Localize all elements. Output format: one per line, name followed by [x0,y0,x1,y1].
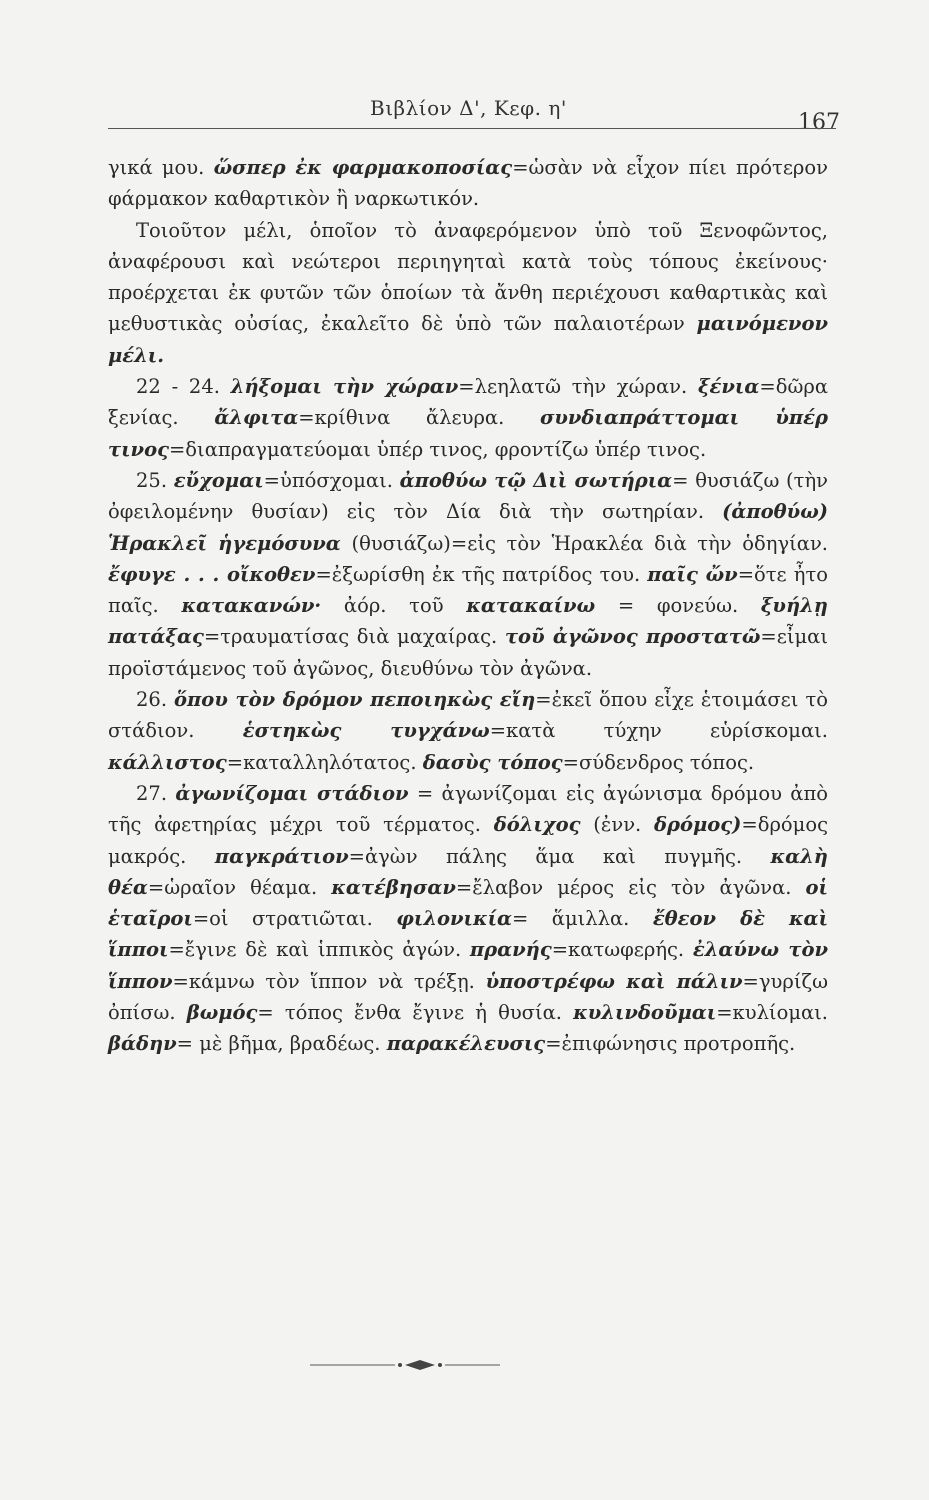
gloss-text: =ὡσὰν νὰ εἶχον πίει πρότερον φάρμακον καθαρτικὸν ἢ ναρκωτικόν. [108,156,828,211]
gloss-text: = τόπος ἔνθα ἔγινε ἡ θυσία. [257,1001,574,1025]
gloss-text: 22 - 24. [136,375,231,399]
lemma-term: ἑστηκὼς τυγχάνω [242,719,490,743]
lemma-term: ὑποστρέφω καὶ πάλιν [485,969,743,993]
lemma-term: οἱ ἑταῖροι [108,875,828,931]
gloss-text: =ἐπιφώνησις προτροπῆς. [545,1032,796,1056]
gloss-text: 27. [136,781,176,805]
commentary-text [108,152,828,1060]
gloss-text: =καταλληλότατος. [226,750,423,774]
gloss-text: =οἱ στρατιῶται. [192,907,397,931]
gloss-text: = θυσιάζω (τὴν ὀφειλομένην θυσίαν) εἰς τὸν Δία διὰ τὴν σωτηρίαν. [108,468,828,524]
gloss-text: =ὑπόσχομαι. [263,468,400,492]
lemma-term: (ἀποθύω) Ἡρακλεῖ ἡγεμόσυνα [108,500,828,555]
lemma-term: παγκράτιον [214,844,349,868]
gloss-text: =ἐξωρίσθη ἐκ τῆς πατρίδος του. [315,562,648,586]
lemma-term: ἔθεον δὲ καὶ ἵπποι [108,907,829,962]
lemma-term: κατέβησαν [331,875,456,899]
gloss-text: (ἐνν. [580,813,654,837]
gloss-text: =ὡραῖον θέαμα. [147,875,332,899]
gloss-text: =δῶρα ξενίας. [108,375,828,430]
lemma-term: παῖς ὤν [647,562,738,586]
gloss-text: Τοιοῦτον μέλι, ὁποῖον τὸ ἀναφερόμενον ὑπὸ τοῦ Ξενοφῶντος, ἀναφέρουσι καὶ νεώτεροι περιηγηταὶ κατὰ τοὺς τόπους ἐκείνους· προέρχεται ἐκ φυτῶν τῶν ὁποίων τὰ ἄνθη περιέχουσι καθαρτικὰς καὶ μεθυστικὰς οὐσίας, ἐκαλεῖτο δὲ ὑπὸ τῶν παλαιοτέρων [108,218,828,336]
lemma-term: κατακαίνω [466,594,596,618]
lemma-term: βάδην [108,1032,177,1056]
lemma-term: ἐλαύνω τὸν ἵππον [108,938,828,993]
gloss-text: =ἐκεῖ ὅπου εἶχε ἑτοιμάσει τὸ στάδιον. [108,688,828,743]
gloss-text: = ἅμιλλα. [512,907,653,931]
lemma-term: ξένια [697,375,760,399]
gloss-text: =σύδενδρος τόπος. [562,750,755,774]
gloss-text: = μὲ βῆμα, βραδέως. [176,1032,387,1056]
gloss-text: =γυρίζω ὀπίσω. [108,969,828,1025]
lemma-term: δρόμος) [654,813,742,837]
gloss-text: = φονεύω. [595,594,761,618]
paragraph-5 [108,684,828,778]
lemma-term: τοῦ ἀγῶνος προστατῶ [504,625,761,649]
gloss-text: =ὅτε ἦτο παῖς. [108,562,828,618]
gloss-text: =ἔλαβον μέρος εἰς τὸν ἀγῶνα. [455,875,806,899]
lemma-term: ἀγωνίζομαι στάδιον [175,781,409,805]
lemma-term: συνδιαπράττομαι ὑπέρ τινος [108,406,828,461]
gloss-text: (θυσιάζω)=εἰς τὸν Ἡρακλέα διὰ τὴν ὁδηγίαν. [340,531,828,555]
lemma-term: παρακέλευσις [386,1032,546,1056]
lemma-term: κάλλιστος [108,750,227,774]
lemma-term: κατακανών· [181,594,322,618]
lemma-term: ἔφυγε . . . οἴκοθεν [108,562,316,586]
running-head: Βιβλίον Δ', Κεφ. η' [370,96,567,120]
gloss-text: =ἀγὼν πάλης ἅμα καὶ πυγμῆς. [348,844,771,868]
lemma-term: ὅπου τὸν δρόμον πεποιηκὼς εἴη [174,688,536,712]
lemma-term: πρανής [469,938,552,962]
lemma-term: καλὴ θέα [108,844,828,899]
lemma-term: ξυήλῃ πατάξας [108,594,828,649]
header-rule [108,128,836,129]
gloss-text: =κυλίομαι. [716,1001,828,1025]
lemma-term: δασὺς τόπος [422,750,563,774]
gloss-text: =λεηλατῶ τὴν χώραν. [458,375,698,399]
lemma-term: ὥσπερ ἐκ φαρμακοποσίας [213,156,513,179]
gloss-text: =κρίθινα ἄλευρα. [298,406,540,430]
gloss-text: 25. [136,468,174,492]
gloss-text: =ἔγινε δὲ καὶ ἱππικὸς ἀγών. [168,938,470,962]
gloss-text: =κατωφερής. [551,938,693,962]
lemma-term: μαινόμενον μέλι. [108,312,828,367]
paragraph-4 [108,465,828,684]
gloss-text: γικά μου. [108,156,214,179]
lemma-term: φιλονικία [396,907,513,931]
gloss-text: =κατὰ τύχην εὑρίσκομαι. [489,719,828,743]
lemma-term: κυλινδοῦμαι [573,1001,717,1025]
paragraph-3 [108,371,828,465]
gloss-text: 26. [136,688,175,712]
gloss-text: =τραυματίσας διὰ μαχαίρας. [203,625,505,649]
paragraph-2 [108,215,828,371]
paragraph-6 [108,778,828,1060]
page-number: 167 [798,110,840,135]
lemma-term: βωμός [186,1001,258,1025]
paragraph-1 [108,152,828,215]
end-ornament-icon [305,1350,505,1380]
gloss-text: ἀόρ. τοῦ [321,594,467,618]
gloss-text: = ἀγωνίζομαι εἰς ἀγώνισμα δρόμου ἀπὸ τῆς ἀφετηρίας μέχρι τοῦ τέρματος. [108,781,829,837]
gloss-text: =διαπραγματεύομαι ὑπέρ τινος, φροντίζω ὑπέρ τινος. [168,437,707,461]
lemma-term: ἄλφιτα [214,406,299,430]
lemma-term: λήξομαι τὴν χώραν [230,375,459,399]
gloss-text: =κάμνω τὸν ἵππον νὰ τρέξῃ. [172,969,486,993]
lemma-term: εὔχομαι [173,468,264,492]
gloss-text: =εἶμαι προϊστάμενος τοῦ ἀγῶνος, διευθύνω τὸν ἀγῶνα. [108,625,828,680]
gloss-text: =δρόμος μακρός. [108,813,828,868]
lemma-term: δόλιχος [493,813,581,837]
lemma-term: ἀποθύω τῷ Διὶ σωτήρια [399,468,673,492]
